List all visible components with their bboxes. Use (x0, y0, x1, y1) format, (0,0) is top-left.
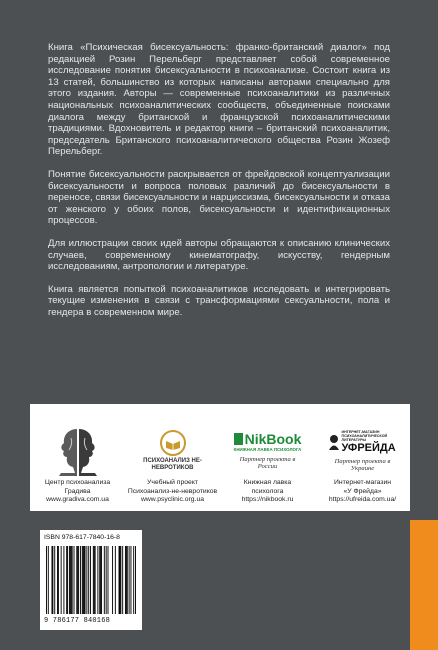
barcode-bar (93, 546, 94, 614)
barcode-bar (115, 546, 116, 614)
barcode-bar (52, 546, 53, 614)
barcode-bar (84, 546, 85, 614)
barcode-bar (48, 546, 49, 614)
partner-url[interactable]: www.gradiva.com.ua (46, 496, 109, 504)
partner-gradiva (30, 404, 125, 511)
barcode-bar (130, 546, 131, 614)
barcode-bar (133, 546, 134, 614)
partner-line1: Книжная лавка (243, 479, 292, 487)
partner-url[interactable]: www.psyclinic.org.ua (140, 496, 205, 504)
barcode-bar (86, 546, 87, 614)
barcode-bar (61, 546, 62, 614)
partner-line1: Центр психоанализа (44, 479, 111, 487)
partner-line1: Учебный проект (147, 479, 198, 487)
barcode-bar (97, 546, 98, 614)
book-laurel-logo-icon (133, 427, 213, 475)
barcode-bar (67, 546, 68, 614)
partner-ufreida (315, 404, 410, 511)
barcode-bar (83, 546, 84, 614)
barcode-bar (78, 546, 79, 614)
barcode-bar (82, 546, 83, 614)
barcode-bar (70, 546, 71, 614)
barcode-bar (66, 546, 67, 614)
accent-strip (410, 520, 438, 650)
partner-line2: «У Фрейда» (343, 487, 382, 495)
nikbook-logo-icon (228, 427, 308, 475)
freud-portrait-icon (328, 434, 340, 450)
barcode-bar (76, 546, 77, 614)
nikbook-logo-sub: КНИЖНАЯ ЛАВКА ПСИХОЛОГА (233, 446, 302, 452)
barcode-bar (119, 546, 120, 614)
isbn-label: ISBN 978-617-7840-16-8 (44, 534, 120, 541)
freud-logo-icon (323, 427, 403, 475)
barcode-bar (54, 546, 55, 614)
barcode-bar (94, 546, 95, 614)
barcode-bar (99, 546, 100, 614)
barcode-bar (95, 546, 96, 614)
barcode-number: 9 786177 840168 (44, 617, 111, 625)
barcode-bar (127, 546, 128, 614)
barcode-bar (80, 546, 81, 614)
twin-profile-logo-icon (38, 427, 118, 475)
partner-line2: психолога (251, 487, 284, 495)
freud-logo-sub: ИНТЕРНЕТ-МАГАЗИН ПСИХОАНАЛИТИЧЕСКОЙ ЛИТЕРАТУРЫ (341, 429, 388, 442)
barcode-bar (46, 546, 47, 614)
paragraph-topics: Понятие бисексуальности раскрывается от фрейдовской концептуализации бисексуальности и вопроса половых различий до бисексуальности в переносе, связи бисексуальности и нарциссизма, бисексуальности и отказа от женского у обоих полов, бисексуальности и идентификационных процессов. (48, 168, 390, 227)
partner-line1: Интернет-магазин (333, 479, 392, 487)
barcode-bar (135, 546, 136, 614)
barcode-bar (71, 546, 72, 614)
barcode-bar (104, 546, 105, 614)
freud-logo-text: УФРЕЙДА (341, 441, 396, 454)
partner-line2: Психоанализ-не-невротиков (127, 487, 218, 495)
barcode-bar (69, 546, 70, 614)
barcode-bar (77, 546, 78, 614)
nikbook-mark-icon (234, 433, 243, 445)
partner-caption: Партнер проекта в Украине (334, 457, 391, 473)
partner-logos-panel (30, 404, 410, 511)
barcode-bar (52, 546, 53, 614)
barcode-bar (63, 546, 64, 614)
psyclinic-logo-text: ПСИХОАНАЛИЗ НЕ-НЕВРОТИКОВ (143, 458, 202, 472)
partner-url[interactable]: https://nikbook.ru (241, 496, 294, 504)
barcode-bars (46, 546, 136, 616)
barcode-bar (120, 546, 121, 614)
barcode-bar (57, 546, 58, 614)
barcode-bar (119, 546, 120, 614)
barcode-bar (101, 546, 102, 614)
isbn-barcode (40, 530, 142, 630)
paragraph-illustrations: Для иллюстрации своих идей авторы обращаются к описанию клинических случаев, современному кинематографу, искусству, гендерным исследованиям, антропологии и литературе. (48, 237, 390, 273)
barcode-bar (58, 546, 59, 614)
partner-url[interactable]: https://ufreida.com.ua/ (328, 496, 397, 504)
paragraph-intro: Книга «Психическая бисексуальность: франко-британский диалог» под редакцией Розин Перельберг представляет собой современное исследование понятия бисексуальности в психоанализе. Состоит книга из 13 статей, большинство из которых написаны авторами специально для этого издания. Авторы — современные психоаналитики из различных национальных психоаналитических сообществ, объединенные поисками диалога между британской и французской психоаналитическими традициями. Вдохновитель и редактор книги – британский психоаналитик, председатель Британского психоаналитического общества Розин Жозеф Перельберг. (48, 42, 390, 158)
barcode-bar (90, 546, 91, 614)
partner-psyclinic (125, 404, 220, 511)
nikbook-logo-text: NikBook (244, 430, 302, 447)
barcode-bar (112, 546, 113, 614)
paragraph-conclusion: Книга является попыткой психоаналитиков исследовать и интегрировать текущие изменения в связи с трансформациями сексуальности, пола и гендера в современном мире. (48, 283, 390, 318)
partner-line2: Градива (64, 487, 91, 495)
partner-nikbook (220, 404, 315, 511)
barcode-bar (72, 546, 73, 614)
barcode-bar (85, 546, 86, 614)
barcode-bar (74, 546, 75, 614)
barcode-bar (125, 546, 126, 614)
barcode-bar (129, 546, 130, 614)
barcode-bar (100, 546, 101, 614)
barcode-bar (106, 546, 107, 614)
barcode-bar (108, 546, 109, 614)
annotation-text (48, 42, 390, 329)
partner-caption: Партнер проекта в России (239, 455, 296, 471)
barcode-bar (126, 546, 127, 614)
barcode-bar (88, 546, 89, 614)
barcode-bar (122, 546, 123, 614)
